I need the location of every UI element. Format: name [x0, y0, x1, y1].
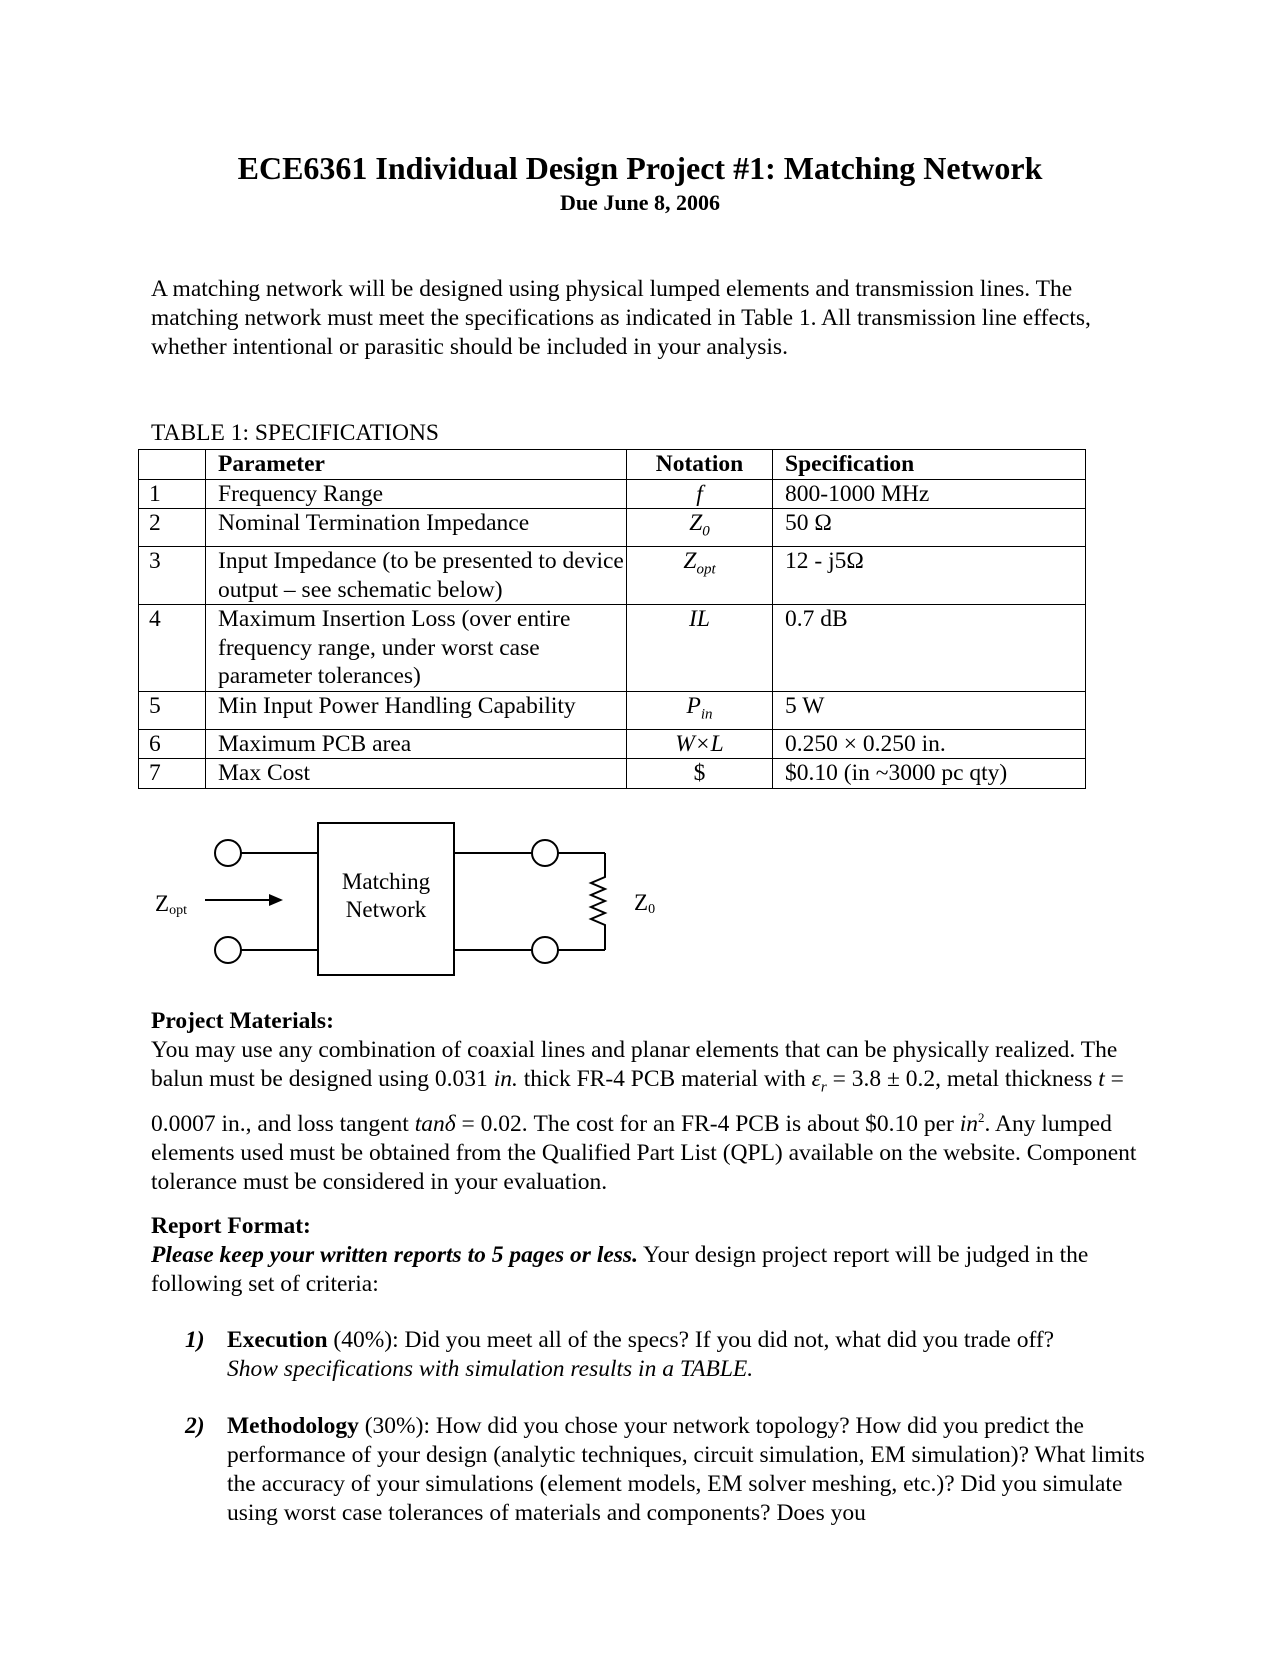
criterion-number: 1): [185, 1327, 205, 1353]
row-number: 2: [139, 509, 206, 547]
materials-heading: Project Materials:: [151, 1008, 334, 1034]
table-row: [139, 509, 1086, 547]
row-number: 1: [139, 479, 206, 509]
row-spec: 800-1000 MHz: [773, 479, 1086, 509]
intro-paragraph: A matching network will be designed using physical lumped elements and transmission lines. The matching network must meet the specifications as indicated in Table 1. All transmission line effects, whether intentional or parasitic should be included in your analysis.: [151, 276, 1091, 360]
table-row: [139, 691, 1086, 729]
header-parameter: Parameter: [206, 450, 627, 480]
impedance-arrow-head: [269, 894, 283, 906]
criterion-text: Execution (40%): Did you meet all of the specs? If you did not, what did you trade off? Show specifications with simulation results in a TABLE.: [227, 1327, 1055, 1382]
row-parameter: Input Impedance (to be presented to device output – see schematic below): [206, 547, 627, 605]
network-label-line2: Network: [345, 897, 427, 922]
row-parameter: Nominal Termination Impedance: [206, 509, 627, 547]
row-parameter: Min Input Power Handling Capability: [206, 691, 627, 729]
report-paragraph: Please keep your written reports to 5 pages or less. Your design project report will be judged in the following set of criteria:: [151, 1242, 1089, 1297]
row-number: 5: [139, 691, 206, 729]
header-specification: Specification: [773, 450, 1086, 480]
table-row: [139, 759, 1086, 789]
row-parameter: Maximum PCB area: [206, 729, 627, 759]
criterion-item: [185, 1412, 1145, 1528]
table-row: [139, 605, 1086, 692]
row-notation: $Z_{opt}$: [627, 547, 773, 605]
criterion-item: [185, 1326, 1145, 1384]
row-number: 6: [139, 729, 206, 759]
due-date: Due June 8, 2006: [559, 190, 721, 215]
output-terminal-bottom: [532, 937, 558, 963]
table-row: [139, 547, 1086, 605]
row-number: 4: [139, 605, 206, 692]
row-spec: $0.10 (in ~3000 pc qty): [773, 759, 1086, 789]
row-spec: 50 Ω: [773, 509, 1086, 547]
document-title: ECE6361 Individual Design Project #1: Matching Network: [237, 150, 1043, 186]
row-notation: W×L: [627, 729, 773, 759]
table-row: [139, 479, 1086, 509]
input-terminal-bottom: [215, 937, 241, 963]
criterion-text: Methodology (30%): How did you chose your network topology? How did you predict the performance of your design (analytic techniques, circuit simulation, EM simulation)? What limits the accuracy of your simulations (element models, EM solver meshing, etc.)? Did you simulate using worst case tolerances of materials and components? Does you: [227, 1413, 1145, 1526]
row-notation: f: [627, 479, 773, 509]
row-number: 7: [139, 759, 206, 789]
zopt-label: Zopt: [155, 891, 187, 918]
network-label-line1: Matching: [341, 869, 431, 894]
row-spec: 5 W: [773, 691, 1086, 729]
table-row: [139, 729, 1086, 759]
report-format-section: [151, 1212, 1141, 1299]
row-notation: $: [627, 759, 773, 789]
row-notation: IL: [627, 605, 773, 692]
matching-network-schematic: [145, 815, 685, 995]
row-spec: 0.7 dB: [773, 605, 1086, 692]
row-notation: $Z_0$: [627, 509, 773, 547]
criterion-number: 2): [185, 1413, 205, 1439]
row-number: 3: [139, 547, 206, 605]
row-parameter: Maximum Insertion Loss (over entire frequency range, under worst case parameter tolerances): [206, 605, 627, 692]
specifications-table: [138, 449, 1086, 789]
header-notation: Notation: [627, 450, 773, 480]
materials-paragraph: You may use any combination of coaxial lines and planar elements that can be physically realized. The balun must be designed using 0.031 in. thick FR-4 PCB material with $\varepsilon_r = 3.8 \pm 0.2$, metal thickness t = 0.0007 in., and loss tangent tanδ = 0.02. The cost for an FR-4 PCB is about $0.10 per $in^2$. Any lumped elements used must be obtained from the Qualified Part List (QPL) available on the website. Component tolerance must be considered in your evaluation.: [151, 1037, 1137, 1195]
table-header-row: [139, 450, 1086, 480]
table-caption: TABLE 1: SPECIFICATIONS: [151, 420, 439, 446]
load-resistor: [591, 853, 605, 950]
report-heading: Report Format:: [151, 1213, 311, 1239]
row-spec: 0.250 × 0.250 in.: [773, 729, 1086, 759]
row-parameter: Frequency Range: [206, 479, 627, 509]
header-num-cell: [139, 450, 206, 480]
z0-label: Z0: [634, 890, 656, 917]
project-materials-section: [151, 1007, 1141, 1197]
output-terminal-top: [532, 840, 558, 866]
row-notation: $P_{in}$: [627, 691, 773, 729]
input-terminal-top: [215, 840, 241, 866]
row-parameter: Max Cost: [206, 759, 627, 789]
row-spec: 12 - j5Ω: [773, 547, 1086, 605]
